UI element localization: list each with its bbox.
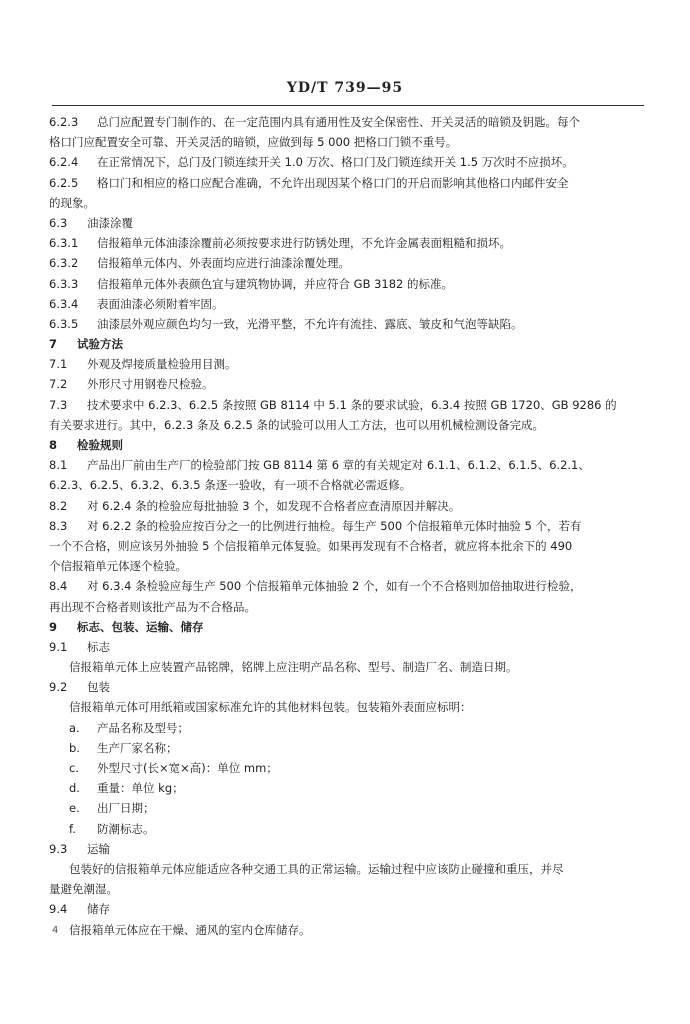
clause-line	[49, 294, 644, 314]
text-line	[49, 556, 644, 576]
clause-text: 生产厂家名称；	[97, 740, 178, 755]
clause-line	[49, 374, 644, 394]
clause-text: 油漆涂覆	[87, 215, 133, 230]
clause-line	[49, 455, 644, 475]
clause-text: 表面油漆必须附着牢固。	[97, 296, 224, 311]
text-line	[49, 859, 644, 879]
clause-line	[49, 496, 644, 516]
clause-number: 6.2.5	[49, 175, 79, 190]
clause-line	[49, 637, 644, 657]
clause-text: 信报箱单元体内、外表面均应进行油漆涂覆处理。	[97, 256, 350, 271]
clause-number: 6.3	[49, 215, 68, 230]
clause-text: 油漆层外观应颜色均匀一致，光滑平整，不允许有流挂、露底、皱皮和气泡等缺陷。	[97, 316, 523, 331]
header-rule	[52, 105, 644, 106]
text-line	[49, 597, 644, 617]
clause-number: 6.2.3	[49, 115, 79, 129]
clause-text: 对 6.2.2 条的检验应按百分之一的比例进行抽检。每生产 500 个信报箱单元体时抽验 5 个，若有	[87, 518, 582, 533]
clause-number: 8.2	[49, 498, 68, 513]
clause-text: 产品出厂前由生产厂的检验部门按 GB 8114 第 6 章的有关规定对 6.1.1、6.1.2、6.1.5、6.2.1、	[87, 458, 590, 473]
clause-line	[49, 677, 644, 697]
clause-line	[49, 314, 644, 334]
clause-number: 8.4	[49, 579, 68, 594]
clause-number: 8.3	[49, 518, 68, 533]
clause-text: 试验方法	[77, 337, 123, 352]
clause-text: 重量：单位 kg；	[97, 781, 184, 796]
clause-line	[49, 395, 644, 415]
clause-line	[49, 778, 644, 798]
clause-text: 的现象。	[49, 195, 95, 210]
text-line	[49, 920, 644, 940]
clause-text: 检验规则	[77, 438, 123, 452]
clause-number: 6.3.5	[49, 316, 79, 331]
clause-line	[49, 152, 644, 172]
clause-line	[49, 253, 644, 273]
standard-number: YD/T 739—95	[286, 80, 404, 96]
clause-number: 7	[49, 337, 58, 352]
document-body	[49, 112, 644, 940]
clause-number: 8.1	[49, 458, 68, 473]
clause-line	[49, 435, 644, 455]
text-line	[49, 879, 644, 899]
clause-text: 外型尺寸(长×宽×高)：单位 mm；	[97, 761, 278, 775]
clause-text: 标志	[87, 639, 110, 654]
clause-number: 6.3.3	[49, 276, 79, 291]
clause-line	[49, 213, 644, 233]
clause-number: d.	[69, 781, 80, 796]
clause-text: 对 6.2.4 条的检验应每批抽验 3 个，如发现不合格者应查清原因并解决。	[87, 498, 461, 513]
clause-line	[49, 738, 644, 758]
clause-text: 格口门和相应的格口应配合准确，不允许出现因某个格口门的开启而影响其他格口内邮件安全	[97, 175, 569, 190]
clause-line	[49, 274, 644, 294]
clause-text: 出厂日期；	[97, 801, 155, 816]
clause-text: 信报箱单元体外表颜色宜与建筑物协调，并应符合 GB 3182 的标准。	[97, 276, 454, 291]
clause-text: 技术要求中 6.2.3、6.2.5 条按照 GB 8114 中 5.1 条的要求试验，6.3.4 按照 GB 1720、GB 9286 的	[87, 397, 617, 412]
clause-text: 运输	[87, 841, 110, 856]
clause-text: 一个不合格，则应该另外抽验 5 个信报箱单元体复验。如果再发现有不合格者，就应将本批余下的 490	[49, 538, 573, 553]
clause-text: 在正常情况下，总门及门锁连续开关 1.0 万次、格口门及门锁连续开关 1.5 万次时不应损坏。	[97, 155, 574, 170]
clause-text: 格口门应配置安全可靠、开关灵活的暗锁，应做到每 5 000 把格口门锁不重号。	[49, 135, 458, 150]
clause-text: 标志、包装、运输、储存	[77, 619, 204, 634]
clause-text: 信报箱单元体可用纸箱或国家标准允许的其他材料包装。包装箱外表面应标明：	[69, 700, 472, 715]
clause-text: 外形尺寸用钢卷尺检验。	[87, 377, 214, 392]
clause-number: 6.3.4	[49, 296, 79, 311]
clause-line	[49, 112, 644, 132]
clause-line	[49, 334, 644, 354]
text-line	[49, 475, 644, 495]
clause-number: 9.2	[49, 680, 68, 695]
text-line	[49, 415, 644, 435]
clause-line	[49, 576, 644, 596]
clause-line	[49, 819, 644, 839]
clause-line	[49, 516, 644, 536]
clause-line	[49, 758, 644, 778]
clause-text: 对 6.3.4 条检验应每生产 500 个信报箱单元体抽验 2 个，如有一个不合格则加倍抽取进行检验，	[87, 579, 582, 594]
clause-text: 包装好的信报箱单元体应能适应各种交通工具的正常运输。运输过程中应该防止碰撞和重压，并尽	[69, 861, 564, 876]
clause-text: 总门应配置专门制作的、在一定范围内具有通用性及安全保密性、开关灵活的暗锁及钥匙。每个	[97, 115, 580, 129]
clause-number: 9.4	[49, 902, 68, 917]
clause-line	[49, 354, 644, 374]
clause-number: f.	[69, 821, 76, 836]
clause-number: 9.3	[49, 841, 68, 856]
text-line	[49, 132, 644, 152]
clause-line	[49, 718, 644, 738]
text-line	[49, 536, 644, 556]
clause-number: 7.2	[49, 377, 68, 392]
clause-number: e.	[69, 801, 80, 816]
clause-number: 7.3	[49, 397, 68, 412]
clause-number: 9	[49, 619, 58, 634]
clause-number: 6.3.1	[49, 236, 79, 251]
clause-number: a.	[69, 720, 80, 735]
text-line	[49, 193, 644, 213]
clause-text: 信报箱单元体上应装置产品铭牌，铭牌上应注明产品名称、型号、制造厂名、制造日期。	[69, 660, 518, 675]
clause-text: 6.2.3、6.2.5、6.3.2、6.3.5 条逐一验收，有一项不合格就必需返修。	[49, 478, 412, 493]
clause-text: 个信报箱单元体逐个检验。	[49, 559, 187, 574]
clause-number: 6.3.2	[49, 256, 79, 271]
clause-text: 包装	[87, 680, 110, 695]
clause-text: 有关要求进行。其中，6.2.3 条及 6.2.5 条的试验可以用人工方法，也可以用机械检测设备完成。	[49, 417, 544, 432]
clause-line	[49, 617, 644, 637]
clause-text: 信报箱单元体应在干燥、通风的室内仓库储存。	[69, 922, 311, 937]
clause-text: 防潮标志。	[97, 821, 155, 836]
clause-number: b.	[69, 740, 80, 755]
clause-number: 8	[49, 438, 58, 452]
clause-number: c.	[69, 761, 79, 775]
clause-line	[49, 839, 644, 859]
clause-text: 储存	[87, 902, 110, 917]
clause-number: 7.1	[49, 357, 68, 372]
clause-text: 信报箱单元体油漆涂覆前必须按要求进行防锈处理，不允许金属表面粗糙和损坏。	[97, 236, 511, 251]
text-line	[49, 657, 644, 677]
text-line	[49, 697, 644, 717]
clause-line	[49, 899, 644, 919]
clause-text: 再出现不合格者则该批产品为不合格品。	[49, 599, 256, 614]
clause-number: 9.1	[49, 639, 68, 654]
clause-line	[49, 798, 644, 818]
clause-text: 外观及焊接质量检验用目测。	[87, 357, 237, 372]
clause-text: 量避免潮湿。	[49, 882, 118, 897]
page-number: 4	[52, 925, 59, 936]
clause-number: 6.2.4	[49, 155, 79, 170]
clause-line	[49, 233, 644, 253]
clause-line	[49, 173, 644, 193]
clause-text: 产品名称及型号；	[97, 720, 189, 735]
